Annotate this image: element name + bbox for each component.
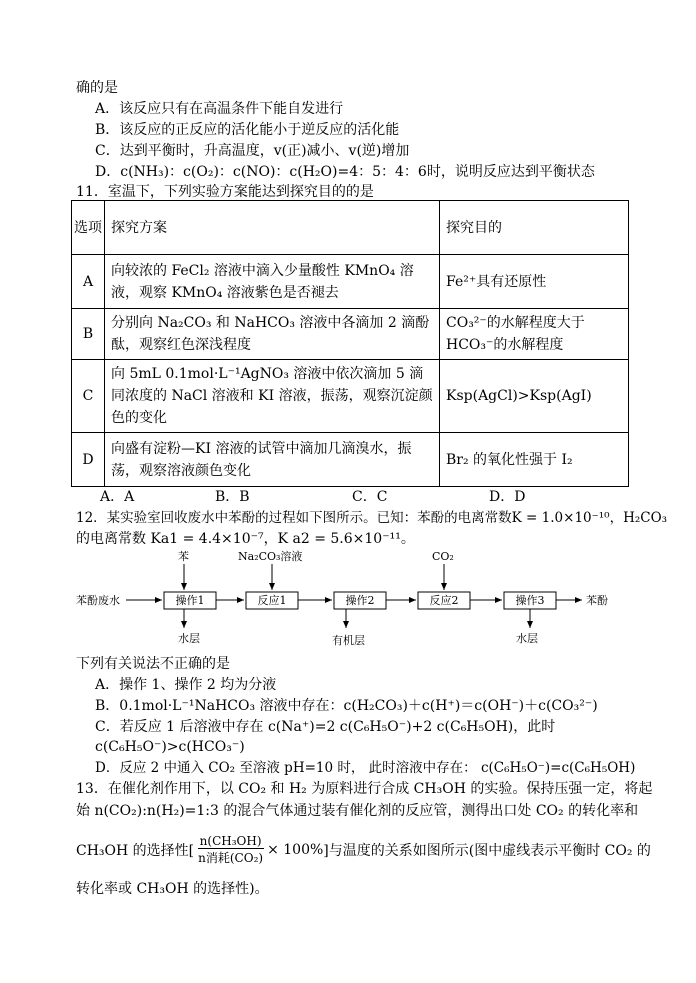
q12-prompt: 下列有关说法不正确的是	[76, 656, 230, 672]
row-option: D	[72, 433, 105, 487]
q11-choice-d: D．D	[489, 489, 526, 505]
q11-choice-c: C．C	[352, 489, 388, 505]
flow-reagent-benzene: 苯	[178, 550, 189, 563]
table-row	[72, 309, 629, 360]
table-row	[72, 360, 629, 433]
q13-line3-post: ]与温度的关系如图所示(图中虚线表示平衡时 CO₂ 的	[323, 843, 651, 859]
row-plan: 向盛有淀粉—KI 溶液的试管中滴加几滴溴水，振荡，观察溶液颜色变化	[105, 433, 440, 487]
q10-option-b: B．该反应的正反应的活化能小于逆反应的活化能	[95, 122, 400, 138]
row-plan: 向较浓的 FeCl₂ 溶液中滴入少量酸性 KMnO₄ 溶液，观察 KMnO₄ 溶液紫色是否褪去	[105, 255, 440, 309]
fraction-denominator: n消耗(CO₂)	[198, 851, 264, 865]
q12-stem-line2: 的电离常数 Ka1 = 4.4×10⁻⁷，K a2 = 5.6×10⁻¹¹。	[76, 531, 415, 547]
table-row	[72, 255, 629, 309]
row-plan: 分别向 Na₂CO₃ 和 NaHCO₃ 溶液中各滴加 2 滴酚酞，观察红色深浅程度	[105, 309, 440, 360]
flow-output-organic: 有机层	[332, 634, 365, 647]
row-option: B	[72, 309, 105, 360]
row-plan: 向 5mL 0.1mol·L⁻¹AgNO₃ 溶液中依次滴加 5 滴同浓度的 NaCl 溶液和 KI 溶液，振荡，观察沉淀颜色的变化	[105, 360, 440, 433]
row-option: C	[72, 360, 105, 433]
fraction-multiplier: × 100%	[267, 842, 324, 858]
q10-option-a: A．该反应只有在高温条件下能自发进行	[95, 101, 344, 117]
q10-stem-tail: 确的是	[76, 80, 118, 96]
q12-option-c-line1: C．若反应 1 后溶液中存在 c(Na⁺)=2 c(C₆H₅O⁻)+2 c(C₆H₅OH)，此时	[95, 719, 556, 735]
flow-output-water-1: 水层	[178, 632, 200, 645]
q11-choice-a: A．A	[100, 489, 135, 505]
flow-end: 苯酚	[586, 594, 608, 607]
flow-step-3: 操作2	[345, 594, 375, 607]
q10-option-c: C．达到平衡时，升高温度，v(正)减小、v(逆)增加	[95, 143, 410, 159]
flow-reagent-na2co3: Na₂CO₃溶液	[238, 550, 303, 563]
q12-option-a: A．操作 1、操作 2 均为分液	[95, 677, 277, 693]
flow-step-5: 操作3	[515, 594, 545, 607]
q11-choice-b: B．B	[215, 489, 250, 505]
q10-option-d: D．c(NH₃)：c(O₂)：c(NO)：c(H₂O)=4：5：4：6时，说明反应达到平衡状态	[95, 164, 595, 180]
header-plan: 探究方案	[105, 201, 440, 255]
q12-option-c-line2: c(C₆H₅O⁻)>c(HCO₃⁻)	[95, 739, 245, 755]
q12-flow-diagram	[76, 548, 636, 648]
flow-output-water-2: 水层	[516, 632, 538, 645]
q13-line3	[76, 830, 651, 870]
header-goal: 探究目的	[440, 201, 629, 255]
row-goal: Fe²⁺具有还原性	[440, 255, 629, 309]
fraction-numerator: n(CH₃OH)	[199, 834, 262, 848]
flow-step-4: 反应2	[429, 594, 459, 607]
q13-line4: 转化率或 CH₃OH 的选择性)。	[76, 881, 269, 897]
flow-start: 苯酚废水	[76, 594, 120, 607]
q11-stem: 11．室温下，下列实验方案能达到探究目的的是	[76, 184, 374, 200]
header-option: 选项	[72, 201, 105, 255]
table-header-row	[72, 201, 629, 255]
q12-option-b: B．0.1mol·L⁻¹NaHCO₃ 溶液中存在：c(H₂CO₃)＋c(H⁺)＝c(OH⁻)＋c(CO₃²⁻)	[95, 698, 598, 714]
q13-line3-pre: CH₃OH 的选择性[	[76, 843, 195, 859]
q13-line2: 始 n(CO₂):n(H₂)=1:3 的混合气体通过装有催化剂的反应管，测得出口处 CO₂ 的转化率和	[76, 803, 639, 819]
row-goal: Ksp(AgCl)>Ksp(AgI)	[440, 360, 629, 433]
q13-line1: 13．在催化剂作用下，以 CO₂ 和 H₂ 为原料进行合成 CH₃OH 的实验。保持压强一定，将起	[76, 781, 653, 797]
q12-option-d: D．反应 2 中通入 CO₂ 至溶液 pH=10 时， 此时溶液中存在： c(C₆H₅O⁻)=c(C₆H₅OH)	[95, 760, 636, 776]
row-option: A	[72, 255, 105, 309]
row-goal: CO₃²⁻的水解程度大于HCO₃⁻的水解程度	[440, 309, 629, 360]
flow-step-2: 反应1	[257, 594, 287, 607]
flow-reagent-co2: CO₂	[432, 550, 454, 563]
table-row	[72, 433, 629, 487]
selectivity-fraction	[196, 834, 265, 866]
q11-table	[71, 200, 629, 487]
row-goal: Br₂ 的氧化性强于 I₂	[440, 433, 629, 487]
flow-step-1: 操作1	[175, 594, 205, 607]
q12-stem-line1: 12．某实验室回收废水中苯酚的过程如下图所示。已知：苯酚的电离常数K = 1.0×10⁻¹⁰，H₂CO₃	[76, 510, 668, 526]
